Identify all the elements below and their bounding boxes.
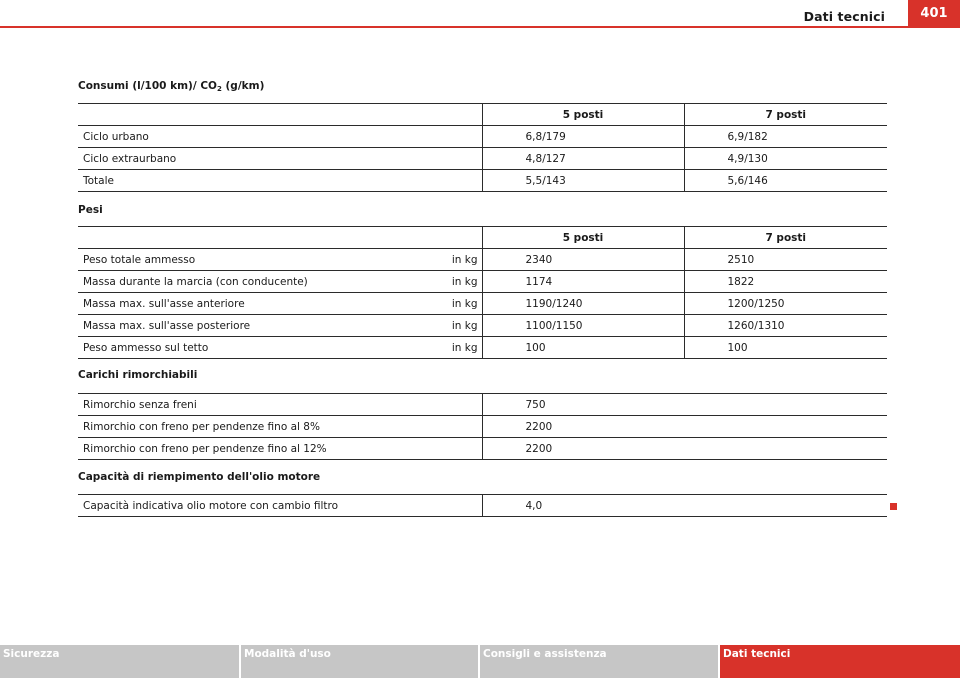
value-5-seats: 1174 xyxy=(482,271,684,293)
row-label: Massa durante la marcia (con conducente) xyxy=(83,275,308,288)
table-row xyxy=(78,148,887,170)
row-unit: in kg xyxy=(451,275,478,288)
value-7-seats: 1822 xyxy=(684,271,887,293)
column-header-5-seats: 5 posti xyxy=(482,104,684,126)
value-5-seats: 2340 xyxy=(482,249,684,271)
value-5-seats: 4,8/127 xyxy=(482,148,684,170)
value-5-seats: 1100/1150 xyxy=(482,315,684,337)
oil-table xyxy=(78,494,887,517)
value-5-seats: 1190/1240 xyxy=(482,293,684,315)
value-7-seats: 1260/1310 xyxy=(684,315,887,337)
footer-nav xyxy=(0,645,960,678)
row-label: Rimorchio senza freni xyxy=(78,394,482,416)
weights-table xyxy=(78,226,887,359)
consumption-title-main: Consumi (l/100 km)/ CO xyxy=(78,80,217,92)
value-5-seats: 100 xyxy=(482,337,684,359)
table-row xyxy=(78,438,887,460)
footer-tab-sicurezza[interactable]: Sicurezza xyxy=(0,645,241,678)
table-row xyxy=(78,249,887,271)
section-end-marker xyxy=(890,503,897,510)
consumption-title xyxy=(78,80,264,92)
page-number: 401 xyxy=(908,0,960,27)
row-value: 2200 xyxy=(482,438,887,460)
row-label: Rimorchio con freno per pendenze fino al 12% xyxy=(78,438,482,460)
row-label: Massa max. sull'asse anteriore xyxy=(83,297,245,310)
value-7-seats: 4,9/130 xyxy=(684,148,887,170)
header-cell-empty xyxy=(78,227,482,249)
row-label-cell xyxy=(78,315,482,337)
row-label: Totale xyxy=(78,170,482,192)
column-header-7-seats: 7 posti xyxy=(684,227,887,249)
trailers-table xyxy=(78,393,887,460)
page-title: Dati tecnici xyxy=(803,9,885,24)
row-unit: in kg xyxy=(451,341,478,354)
value-5-seats: 6,8/179 xyxy=(482,126,684,148)
header-rule xyxy=(0,26,960,28)
weights-title: Pesi xyxy=(78,204,103,216)
consumption-title-sub: 2 xyxy=(216,85,222,93)
row-unit: in kg xyxy=(451,253,478,266)
table-header-row xyxy=(78,227,887,249)
table-row xyxy=(78,271,887,293)
row-unit: in kg xyxy=(451,297,478,310)
table-header-row xyxy=(78,104,887,126)
value-7-seats: 5,6/146 xyxy=(684,170,887,192)
consumption-table xyxy=(78,103,887,192)
value-7-seats: 1200/1250 xyxy=(684,293,887,315)
oil-title: Capacità di riempimento dell'olio motore xyxy=(78,471,321,483)
row-label: Capacità indicativa olio motore con cambio filtro xyxy=(78,495,482,517)
consumption-title-tail: (g/km) xyxy=(221,80,265,92)
table-row xyxy=(78,416,887,438)
row-label: Rimorchio con freno per pendenze fino al 8% xyxy=(78,416,482,438)
column-header-5-seats: 5 posti xyxy=(482,227,684,249)
value-5-seats: 5,5/143 xyxy=(482,170,684,192)
row-label: Ciclo extraurbano xyxy=(78,148,482,170)
trailers-title: Carichi rimorchiabili xyxy=(78,369,198,381)
row-label-cell xyxy=(78,337,482,359)
table-row xyxy=(78,315,887,337)
table-row xyxy=(78,170,887,192)
row-label: Peso ammesso sul tetto xyxy=(83,341,209,354)
row-value: 2200 xyxy=(482,416,887,438)
footer-tab-dati-tecnici[interactable]: Dati tecnici xyxy=(720,645,960,678)
column-header-7-seats: 7 posti xyxy=(684,104,887,126)
value-7-seats: 100 xyxy=(684,337,887,359)
table-row xyxy=(78,394,887,416)
row-value: 750 xyxy=(482,394,887,416)
row-label-cell xyxy=(78,271,482,293)
row-value: 4,0 xyxy=(482,495,887,517)
header-cell-empty xyxy=(78,104,482,126)
table-row xyxy=(78,126,887,148)
row-label-cell xyxy=(78,293,482,315)
table-row xyxy=(78,495,887,517)
table-row xyxy=(78,337,887,359)
value-7-seats: 6,9/182 xyxy=(684,126,887,148)
value-7-seats: 2510 xyxy=(684,249,887,271)
row-label-cell xyxy=(78,249,482,271)
footer-tab-consigli-assistenza[interactable]: Consigli e assistenza xyxy=(480,645,720,678)
row-label: Peso totale ammesso xyxy=(83,253,196,266)
footer-tab-modalita-uso[interactable]: Modalità d'uso xyxy=(241,645,480,678)
table-row xyxy=(78,293,887,315)
row-unit: in kg xyxy=(451,319,478,332)
row-label: Massa max. sull'asse posteriore xyxy=(83,319,251,332)
row-label: Ciclo urbano xyxy=(78,126,482,148)
